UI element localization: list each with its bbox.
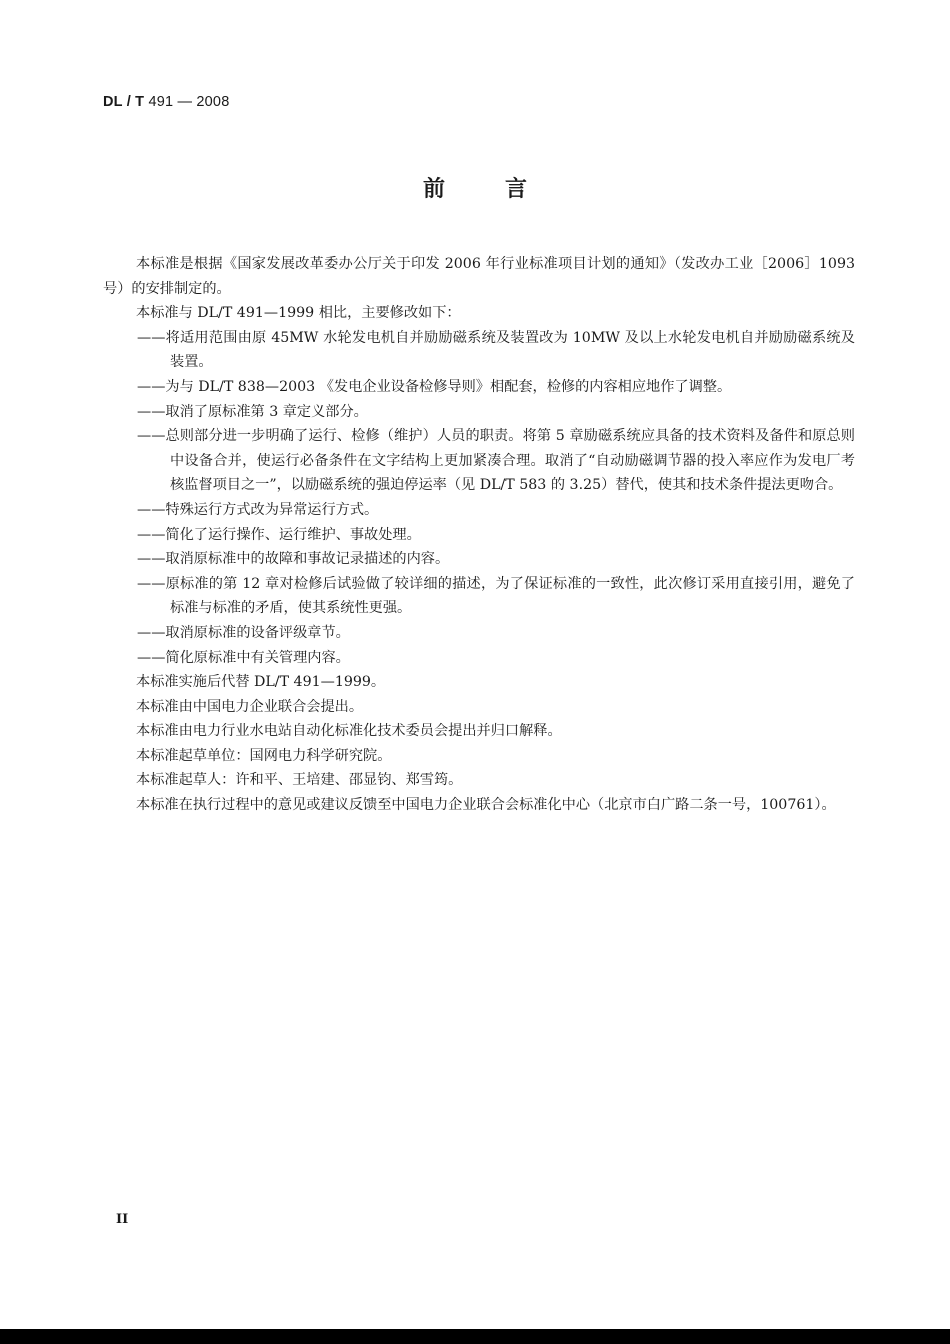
paragraph-replaces: 本标准实施后代替 DL/T 491—1999。 xyxy=(136,674,386,691)
page-title: 前言 xyxy=(422,177,587,202)
list-item: ——取消原标准的设备评级章节。 xyxy=(137,624,350,641)
standard-code-number: 491 — 2008 xyxy=(144,94,230,110)
foreword-body xyxy=(103,252,855,818)
list-item: ——原标准的第 12 章对检修后试验做了较详细的描述，为了保证标准的一致性，此次修订采用直接引用，避免了标准与标准的矛盾，使其系统性更强。 xyxy=(137,575,855,617)
list-item: ——取消了原标准第 3 章定义部分。 xyxy=(137,403,368,420)
list-item: ——取消原标准中的故障和事故记录描述的内容。 xyxy=(137,551,450,568)
standard-code-prefix: DL / T xyxy=(103,94,145,110)
paragraph-drafters: 本标准起草人：许和平、王培建、邵显钧、郑雪筠。 xyxy=(136,772,463,789)
paragraph-drafting-unit: 本标准起草单位：国网电力科学研究院。 xyxy=(136,747,392,764)
bottom-edge-bar xyxy=(0,1329,950,1344)
list-item: ——为与 DL/T 838—2003 《发电企业设备检修导则》相配套，检修的内容相应地作了调整。 xyxy=(137,378,732,395)
paragraph-changes-intro: 本标准与 DL/T 491—1999 相比，主要修改如下： xyxy=(136,305,461,322)
list-item: ——简化原标准中有关管理内容。 xyxy=(137,649,350,666)
list-item: ——简化了运行操作、运行维护、事故处理。 xyxy=(137,526,421,543)
paragraph-proposer: 本标准由中国电力企业联合会提出。 xyxy=(136,698,364,715)
list-item: ——总则部分进一步明确了运行、检修（维护）人员的职责。将第 5 章励磁系统应具备的技术资料及备件和原总则中设备合并，使运行必备条件在文字结构上更加紧凑合理。取消了“自动励磁调节器的投入率应作为发电厂考核监督项目之一”，以励磁系统的强迫停运率（见 DL/T 583 的 3.25）替代，使其和技术条件提法更吻合。 xyxy=(137,428,855,494)
page-number: II xyxy=(116,1212,129,1227)
standard-code xyxy=(103,94,229,110)
list-item: ——将适用范围由原 45MW 水轮发电机自并励励磁系统及装置改为 10MW 及以上水轮发电机自并励励磁系统及装置。 xyxy=(137,329,855,371)
paragraph-basis: 本标准是根据《国家发展改革委办公厅关于印发 2006 年行业标准项目计划的通知》（发改办工业［2006］1093 号）的安排制定的。 xyxy=(103,256,855,297)
paragraph-committee: 本标准由电力行业水电站自动化标准化技术委员会提出并归口解释。 xyxy=(136,723,562,740)
paragraph-feedback: 本标准在执行过程中的意见或建议反馈至中国电力企业联合会标准化中心（北京市白广路二条一号，100761）。 xyxy=(136,797,836,814)
list-item: ——特殊运行方式改为异常运行方式。 xyxy=(137,501,379,518)
